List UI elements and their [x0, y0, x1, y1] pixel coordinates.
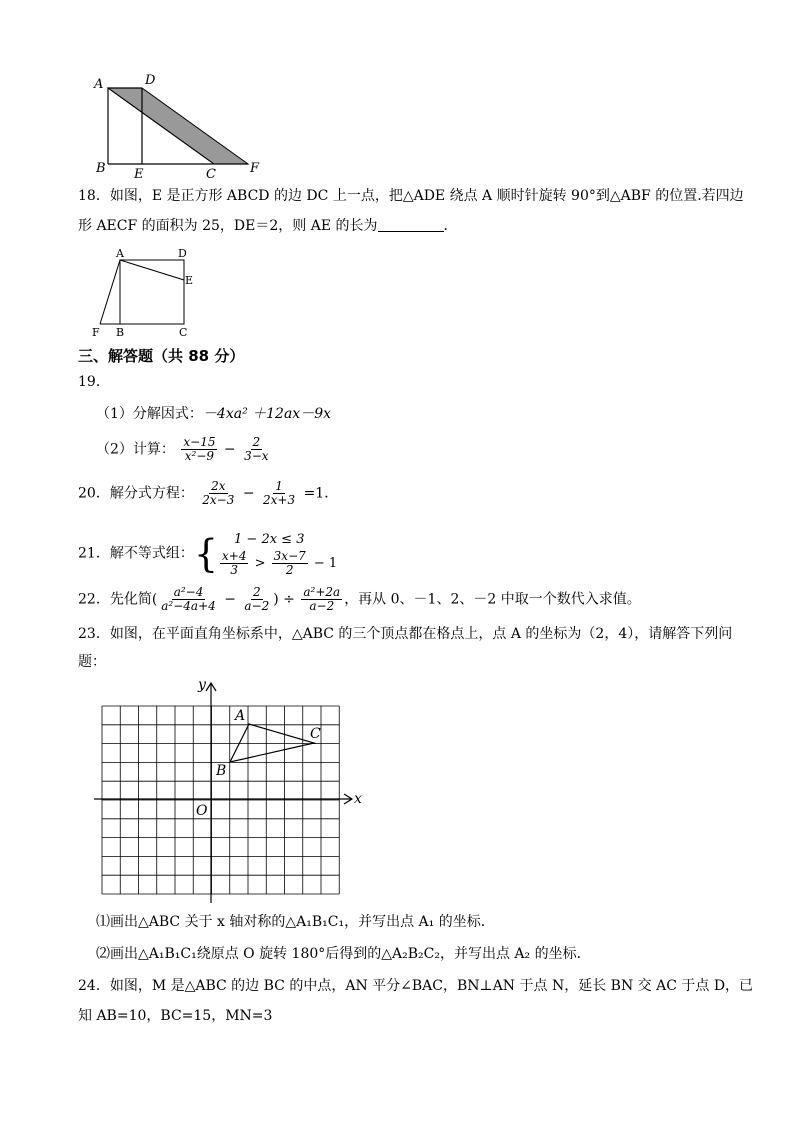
q20: [78, 480, 338, 507]
shaded-parallelogram: [108, 88, 248, 164]
label-B: B: [116, 326, 125, 339]
grid-lines: [102, 706, 339, 894]
label-B: B: [216, 763, 227, 779]
q19-part1-label: （1）分解因式：: [96, 406, 203, 422]
brace: {: [193, 531, 219, 576]
origin-label: O: [196, 803, 208, 819]
inequality-2: $\frac{x+4}{3}$ > $\frac{3x-7}{2}$ − 1: [222, 549, 338, 577]
q18-line2: [78, 216, 458, 236]
x-axis-label: x: [354, 791, 362, 807]
operator: −: [242, 485, 255, 502]
fraction: $\frac{2}{a-2}$: [244, 585, 270, 613]
coordinate-grid-figure: [90, 675, 370, 910]
label-E: E: [185, 274, 194, 287]
label-D: D: [145, 73, 156, 88]
triangle-abc: [230, 724, 314, 762]
q21: [78, 530, 337, 577]
label-A: A: [116, 247, 124, 260]
fraction: $\frac{1}{2x+3}$: [263, 479, 296, 507]
label-C: C: [310, 726, 321, 742]
q19-part2: [96, 436, 273, 463]
q18-text: 形 AECF 的面积为 25，DE＝2，则 AE 的长为: [78, 218, 378, 234]
q19-number: 19．: [78, 374, 110, 390]
q20-label: 20．解分式方程：: [78, 485, 194, 502]
y-axis-label: y: [198, 677, 206, 693]
label-F: F: [250, 161, 260, 176]
q21-label: 21．解不等式组：: [78, 545, 194, 562]
fraction: $\frac{\text{a²+2a}}{a-2}$: [303, 585, 341, 613]
label-E: E: [134, 167, 144, 182]
figure-18: [88, 244, 208, 342]
label-D: D: [178, 247, 187, 260]
q18-line1: 18．如图，E 是正方形 ABCD 的边 DC 上一点，把△ADE 绕点 A 顺时针旋转 90°到△ABF 的位置.若四边: [78, 188, 744, 204]
label-F: F: [92, 326, 100, 339]
label-C: C: [206, 167, 216, 182]
q18-end: ．: [443, 218, 458, 234]
q23-line1: 23．如图，在平面直角坐标系中，△ABC 的三个顶点都在格点上，点 A 的坐标为（2，4），请解答下列问: [78, 626, 733, 642]
operator: −: [223, 441, 236, 458]
section-header: 三、解答题（共 88 分）: [78, 347, 245, 365]
label-A: A: [94, 77, 104, 92]
q23-line2: 题：: [78, 654, 106, 670]
q22-label: 22．先化简(: [78, 591, 158, 608]
answer-blank[interactable]: [378, 217, 444, 232]
q22-tail: ，再从 0、－1、2、－2 中取一个数代入求值。: [344, 591, 641, 608]
inequality-1: 1 − 2x ≤ 3: [234, 532, 305, 547]
label-C: C: [179, 326, 188, 339]
q23-sub1: ⑴画出△ABC 关于 x 轴对称的△A₁B₁C₁，并写出点 A₁ 的坐标．: [96, 914, 495, 930]
figure-17: [90, 72, 270, 182]
q19-part1-expr: －4xa² ＋12ax－9x: [202, 406, 331, 422]
q19-part1: [96, 404, 331, 424]
fraction: $\frac{x-15}{\text{x²−9}}$: [183, 435, 216, 463]
q24-line2: 知 AB=10，BC=15，MN=3: [78, 1008, 273, 1024]
fraction: $\frac{\text{a²−4}}{\text{a²−4a+4}}$: [161, 585, 216, 613]
fraction: $\frac{2x}{2x-3}$: [202, 479, 235, 507]
q23-sub2: ⑵画出△A₁B₁C₁绕原点 O 旋转 180°后得到的△A₂B₂C₂，并写出点 A₂ 的坐标．: [96, 946, 591, 962]
label-A: A: [235, 708, 246, 724]
q20-tail: =1．: [303, 485, 339, 502]
label-B: B: [96, 161, 106, 176]
q22: 22．先化简( $\frac{\text{a²−4}}{\text{a²−4a+4}}$ − $\frac{2}{a-2}$ ) ÷ $\frac{\text{a²+2a}}{a-2}$ ，再从 0、－1、2、－2 中取一个数代入求值。: [78, 585, 641, 613]
fraction: $\frac{2}{3-x}$: [244, 435, 269, 463]
q19-part2-label: （2）计算：: [96, 441, 175, 458]
inequality-system: [218, 530, 337, 577]
q24-line1: 24．如图，M 是△ABC 的边 BC 的中点，AN 平分∠BAC，BN⊥AN 于点 N，延长 BN 交 AC 于点 D，已: [78, 978, 754, 994]
